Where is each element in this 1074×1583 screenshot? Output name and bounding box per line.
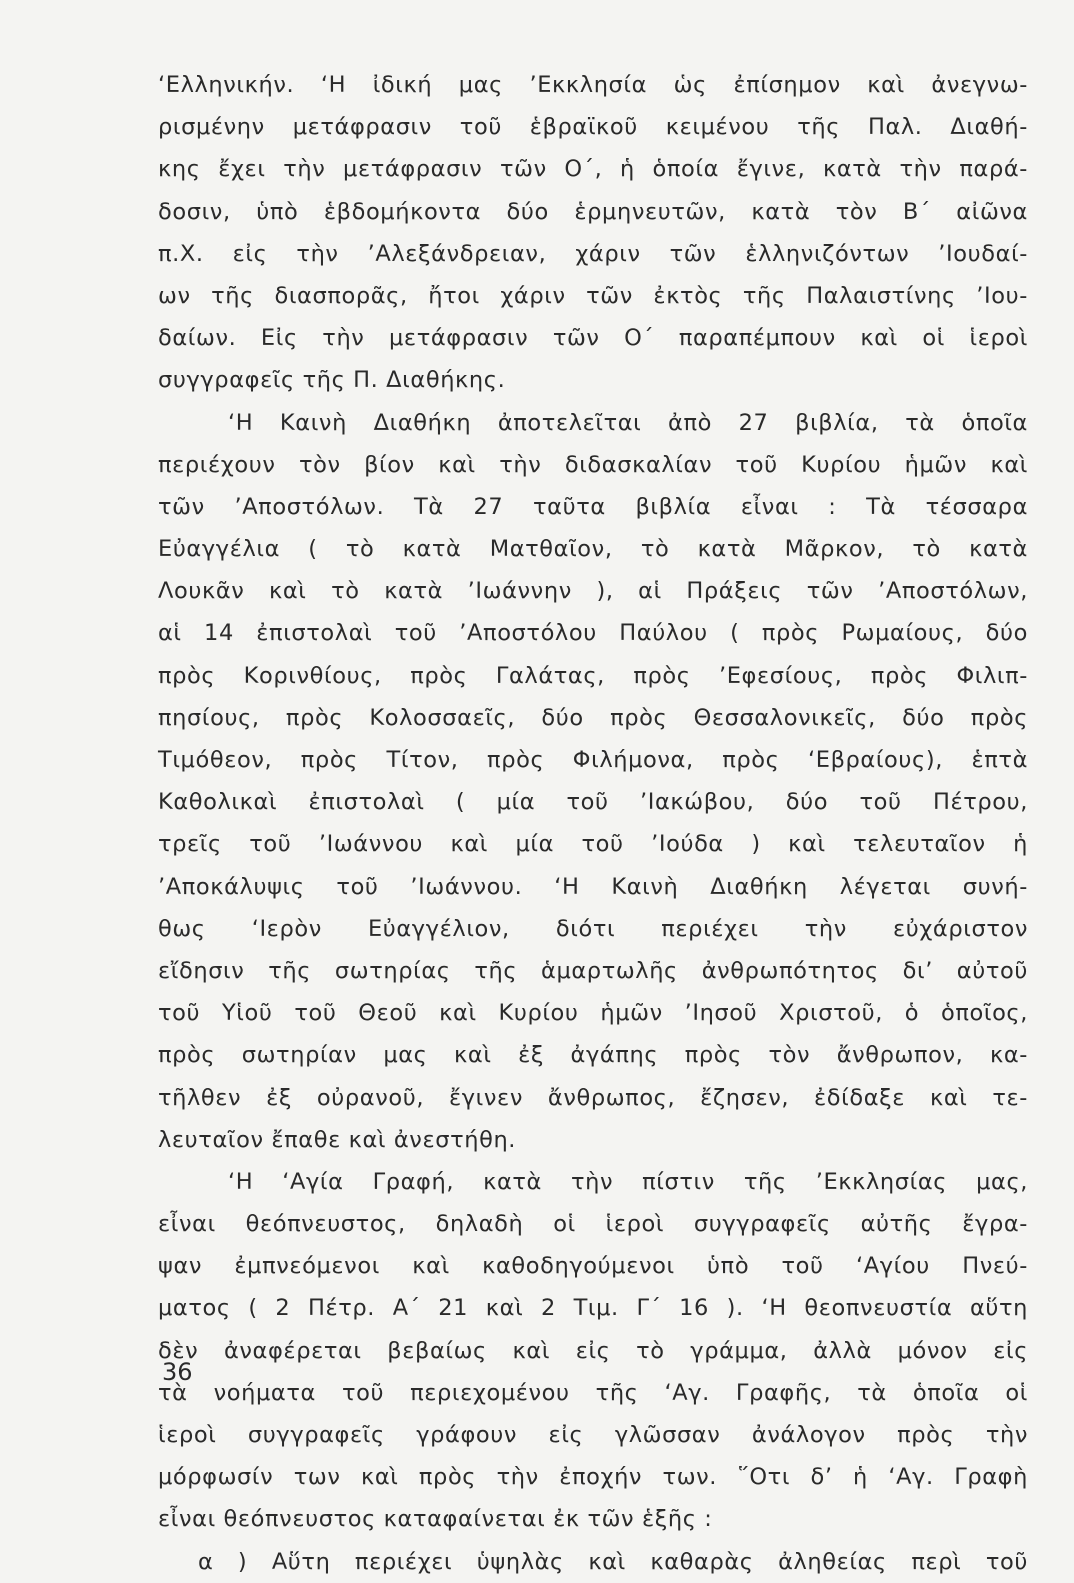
- paragraph-start-line: ‘Η Καινὴ Διαθήκη ἀποτελεῖται ἀπὸ 27 βιβλία, τὰ ὁποῖα: [228, 409, 1028, 436]
- text-line: τὰ νοήματα τοῦ περιεχομένου τῆς ‘Αγ. Γραφῆς, τὰ ὁποῖα οἱ: [158, 1379, 1028, 1406]
- text-line: πρὸς Κορινθίους, πρὸς Γαλάτας, πρὸς ’Εφεσίους, πρὸς Φιλιπ-: [158, 662, 1028, 689]
- body-text: [158, 64, 1028, 1583]
- text-line: δαίων. Εἰς τὴν μετάφρασιν τῶν Ο΄ παραπέμπουν καὶ οἱ ἱεροὶ: [158, 325, 1028, 352]
- paragraph-start-line: ‘Η ‘Αγία Γραφή, κατὰ τὴν πίστιν τῆς ’Εκκλησίας μας,: [228, 1168, 1028, 1195]
- text-line: ων τῆς διασπορᾶς, ἤτοι χάριν τῶν ἐκτὸς τῆς Παλαιστίνης ’Ιου-: [158, 282, 1028, 309]
- text-line: ’Αποκάλυψις τοῦ ’Ιωάννου. ‘Η Καινὴ Διαθήκη λέγεται συνή-: [158, 873, 1028, 900]
- text-line: πρὸς σωτηρίαν μας καὶ ἐξ ἀγάπης πρὸς τὸν ἄνθρωπον, κα-: [158, 1042, 1028, 1069]
- text-line: τῆλθεν ἐξ οὐρανοῦ, ἔγινεν ἄνθρωπος, ἔζησεν, ἐδίδαξε καὶ τε-: [158, 1084, 1028, 1111]
- text-line: π.Χ. εἰς τὴν ’Αλεξάνδρειαν, χάριν τῶν ἑλληνιζόντων ’Ιουδαί-: [158, 240, 1028, 267]
- text-line: δὲν ἀναφέρεται βεβαίως καὶ εἰς τὸ γράμμα, ἀλλὰ μόνον εἰς: [158, 1337, 1028, 1364]
- text-line: περιέχουν τὸν βίον καὶ τὴν διδασκαλίαν τοῦ Κυρίου ἡμῶν καὶ: [158, 451, 1028, 478]
- text-line: τῶν ’Αποστόλων. Τὰ 27 ταῦτα βιβλία εἶναι : Τὰ τέσσαρα: [158, 493, 1028, 520]
- text-line: ἱεροὶ συγγραφεῖς γράφουν εἰς γλῶσσαν ἀνάλογον πρὸς τὴν: [158, 1422, 1028, 1448]
- page-number: 36: [162, 1358, 193, 1386]
- text-line: ρισμένην μετάφρασιν τοῦ ἑβραϊκοῦ κειμένου τῆς Παλ. Διαθή-: [158, 114, 1028, 141]
- list-item-line: α ) Αὕτη περιέχει ὑψηλὰς καὶ καθαρὰς ἀληθείας περὶ τοῦ: [198, 1548, 1028, 1575]
- text-line: ψαν ἐμπνεόμενοι καὶ καθοδηγούμενοι ὑπὸ τοῦ ‘Αγίου Πνεύ-: [158, 1253, 1028, 1280]
- text-line: αἱ 14 ἐπιστολαὶ τοῦ ’Αποστόλου Παύλου ( πρὸς Ρωμαίους, δύο: [158, 620, 1028, 647]
- text-line: Τιμόθεον, πρὸς Τίτον, πρὸς Φιλήμονα, πρὸς ‘Εβραίους), ἑπτὰ: [158, 747, 1028, 773]
- text-line: δοσιν, ὑπὸ ἑβδομήκοντα δύο ἑρμηνευτῶν, κατὰ τὸν Β΄ αἰῶνα: [158, 198, 1028, 225]
- text-line: ματος ( 2 Πέτρ. Α΄ 21 καὶ 2 Τιμ. Γ΄ 16 ). ‘Η θεοπνευστία αὕτη: [158, 1295, 1028, 1322]
- text-line: θως ‘Ιερὸν Εὐαγγέλιον, διότι περιέχει τὴν εὐχάριστον: [158, 915, 1028, 942]
- text-line: Λουκᾶν καὶ τὸ κατὰ ’Ιωάννην ), αἱ Πράξεις τῶν ’Αποστόλων,: [158, 578, 1028, 605]
- text-line: εἶναι θεόπνευστος, δηλαδὴ οἱ ἱεροὶ συγγραφεῖς αὐτῆς ἔγρα-: [158, 1211, 1028, 1238]
- text-line: εἶναι θεόπνευστος καταφαίνεται ἐκ τῶν ἑξῆς :: [158, 1506, 713, 1533]
- text-line: κης ἔχει τὴν μετάφρασιν τῶν Ο΄, ἡ ὁποία ἔγινε, κατὰ τὴν παρά-: [158, 156, 1028, 183]
- text-line: Καθολικαὶ ἐπιστολαὶ ( μία τοῦ ’Ιακώβου, δύο τοῦ Πέτρου,: [158, 789, 1028, 816]
- text-line: ‘Ελληνικήν. ‘Η ἰδική μας ’Εκκλησία ὡς ἐπίσημον καὶ ἀνεγνω-: [158, 72, 1028, 98]
- text-line: εἴδησιν τῆς σωτηρίας τῆς ἁμαρτωλῆς ἀνθρωπότητος δι’ αὐτοῦ: [158, 957, 1028, 984]
- text-line: Εὐαγγέλια ( τὸ κατὰ Ματθαῖον, τὸ κατὰ Μᾶρκον, τὸ κατὰ: [158, 536, 1028, 563]
- text-line: πησίους, πρὸς Κολοσσαεῖς, δύο πρὸς Θεσσαλονικεῖς, δύο πρὸς: [158, 704, 1028, 731]
- text-line: λευταῖον ἔπαθε καὶ ἀνεστήθη.: [158, 1126, 517, 1153]
- text-line: τρεῖς τοῦ ’Ιωάννου καὶ μία τοῦ ’Ιούδα ) καὶ τελευταῖον ἡ: [158, 831, 1028, 858]
- text-line: συγγραφεῖς τῆς Π. Διαθήκης.: [158, 367, 506, 394]
- text-line: τοῦ Υἱοῦ τοῦ Θεοῦ καὶ Κυρίου ἡμῶν ’Ιησοῦ Χριστοῦ, ὁ ὁποῖος,: [158, 1000, 1028, 1027]
- text-line: μόρφωσίν των καὶ πρὸς τὴν ἐποχήν των. ῞Οτι δ’ ἡ ‘Αγ. Γραφὴ: [158, 1464, 1028, 1491]
